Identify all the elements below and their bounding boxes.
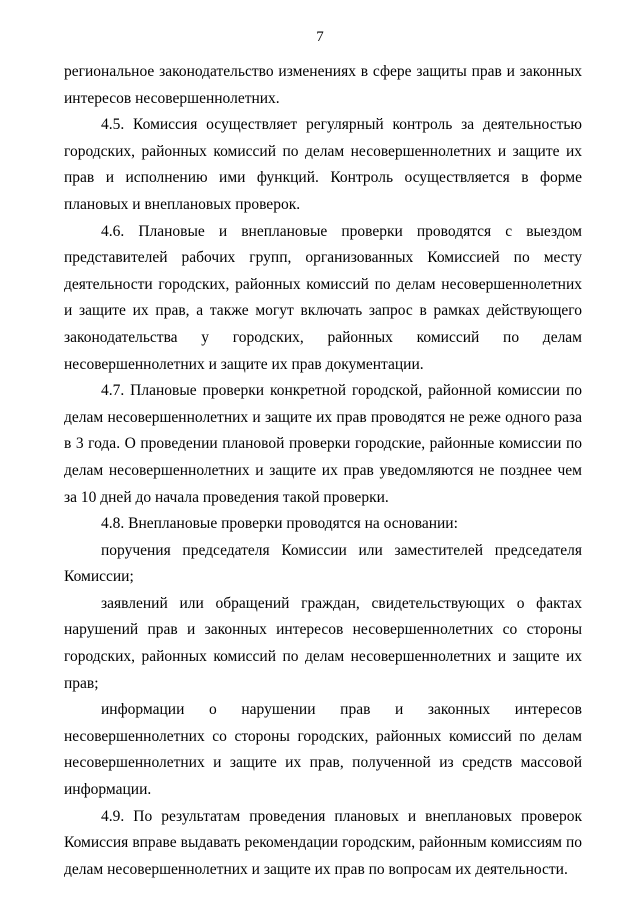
list-item-commission-order: поручения председателя Комиссии или заместителей председателя Комиссии; (64, 541, 582, 586)
page-number: 7 (316, 29, 324, 45)
paragraph-4-7: 4.7. Плановые проверки конкретной городской, районной комиссии по делам несовершеннолетних и защите их прав проводятся не реже одного раза в 3 года. О проведении плановой проверки городские, районные комиссии по делам несовершеннолетних и защите их прав уведомляются не позднее чем за 10 дней до начала проведения такой проверки. (64, 382, 582, 506)
paragraph-continuation: региональное законодательство изменениях в сфере защиты прав и законных интересов несовершеннолетних. (64, 63, 582, 107)
paragraph-4-9: 4.9. По результатам проведения плановых и внеплановых проверок Комиссия вправе выдавать рекомендации городским, районным комиссиям по делам несовершеннолетних и защите их прав по вопросам их деятельности. (64, 807, 582, 878)
paragraph-4-6: 4.6. Плановые и внеплановые проверки проводятся с выездом представителей рабочих групп, организованных Комиссией по месту деятельности городских, районных комиссий по делам несовершеннолетних и защите их прав, а также могут включать запрос в рамках действующего законодательства у городских, районных комиссий по делам несовершеннолетних и защите их прав документации. (64, 222, 582, 373)
paragraph-4-8: 4.8. Внеплановые проверки проводятся на основании: (101, 515, 458, 533)
document-body (64, 59, 582, 883)
list-item-media-information: информации о нарушении прав и законных интересов несовершеннолетних со стороны городских, районных комиссий по делам несовершеннолетних и защите их прав, полученной из средств массовой информации. (64, 701, 582, 799)
paragraph-4-5: 4.5. Комиссия осуществляет регулярный контроль за деятельностью городских, районных комиссий по делам несовершеннолетних и защите их прав и исполнению ими функций. Контроль осуществляется в форме плановых и внеплановых проверок. (64, 116, 582, 213)
list-item-citizen-complaints: заявлений или обращений граждан, свидетельствующих о фактах нарушений прав и законных интересов несовершеннолетних со стороны городских, районных комиссий по делам несовершеннолетних и защите их прав; (64, 594, 582, 692)
